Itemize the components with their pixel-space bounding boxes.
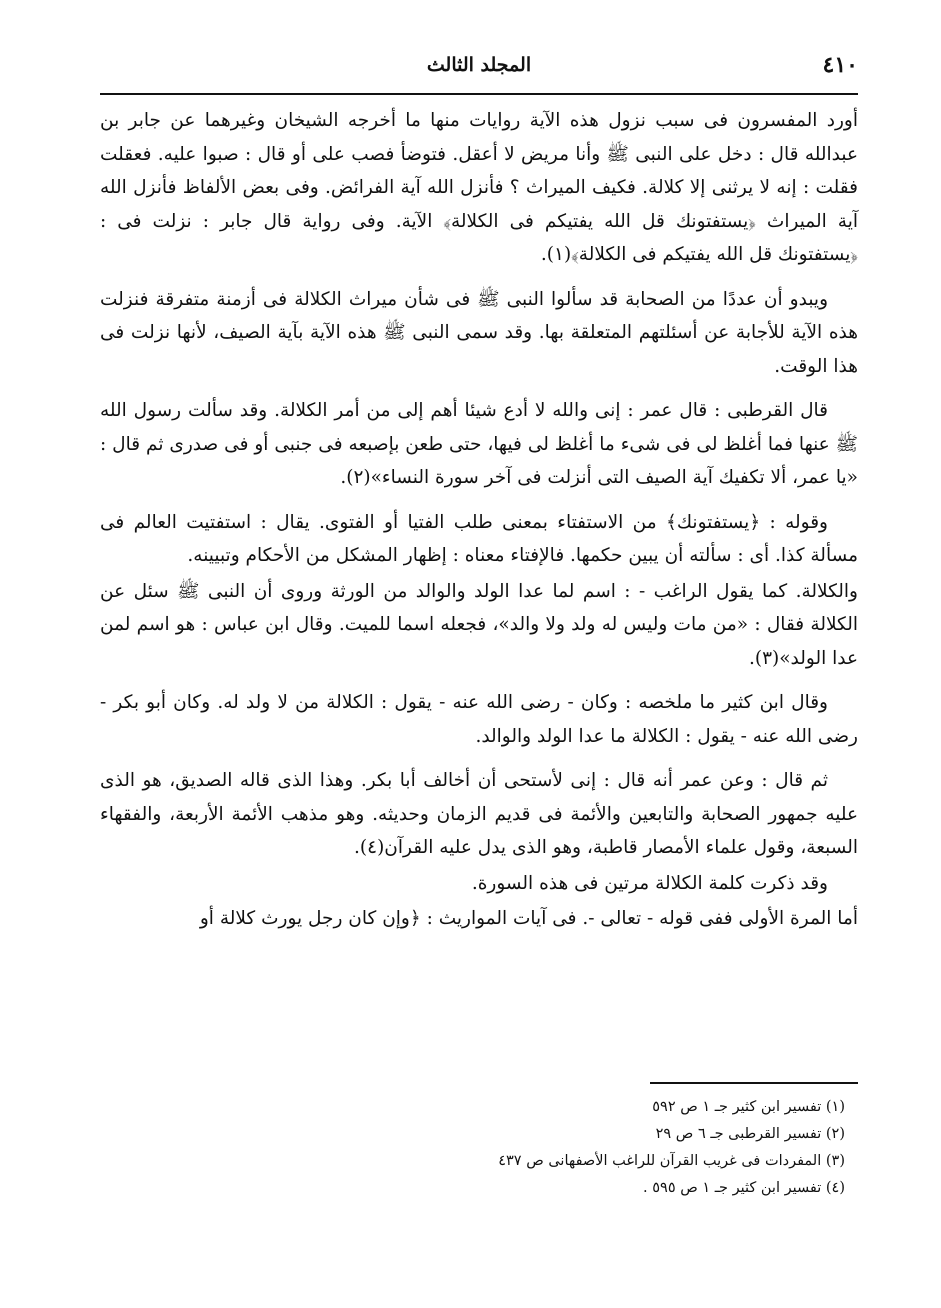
paragraph-2: ويبدو أن عددًا من الصحابة قد سألوا النبى ﷺ فى شأن ميراث الكلالة فى أزمنة متفرقة فنزلت هذه الآية للأجابة عن أسئلتهم المتعلقة بها. وقد سمى النبى ﷺ هذه الآية بآية الصيف، لأنها نزلت فى هذا الوقت. [100,288,858,377]
paragraph-7: ثم قال : وعن عمر أنه قال : إنى لأستحى أن أخالف أبا بكر. وهذا الذى قاله الصديق، هو الذى عليه جمهور الصحابة والتابعين والأئمة فى قديم الزمان وحديثه. وهو مذهب الأئمة الأربعة، والفقهاء السبعة، وقول علماء الأمصار قاطبة، وهو الذى يدل عليه القرآن(٤). [100,770,858,858]
footnote-2: (٢) تفسير القرطبى جـ ٦ ص ٢٩ [655,1126,845,1142]
paragraph-8: وقد ذكرت كلمة الكلالة مرتين فى هذه السورة. [471,872,828,894]
body-text [100,104,858,947]
paragraph-3: قال القرطبى : قال عمر : إنى والله لا أدع شيئا أهم إلى من أمر الكلالة. وقد سألت رسول الله ﷺ عنها فما أغلظ لى فى شىء ما أغلظ لى فيها، حتى طعن بإصبعه فى جنبى أو فى صدرى ثم قال : «يا عمر، ألا تكفيك آية الصيف التى أنزلت فى آخر سورة النساء»(٢). [100,400,858,488]
page-header [100,52,858,88]
running-title: المجلد الثالث [426,54,532,76]
paragraph-5: والكلالة. كما يقول الراغب - : اسم لما عدا الولد والوالد من الورثة وروى أن النبى ﷺ سئل عن الكلالة فقال : «من مات وليس له ولد ولا والد»، فجعله اسما للميت. وقال ابن عباس : هو اسم لمن عدا الولد»(٣). [100,580,858,669]
paragraph-9: أما المرة الأولى ففى قوله - تعالى -. فى آيات المواريث : ﴿وإن كان رجل يورث كلالة أو [199,908,858,929]
header-divider [100,93,858,95]
paragraph-6: وقال ابن كثير ما ملخصه : وكان - رضى الله عنه - يقول : الكلالة من لا ولد له. وكان أبو بكر - رضى الله عنه - يقول : الكلالة ما عدا الولد والوالد. [100,692,858,747]
paragraph-1: أورد المفسرون فى سبب نزول هذه الآية روايات منها ما أخرجه الشيخان وغيرهما عن جابر بن عبدالله قال : دخل على النبى ﷺ وأنا مريض لا أعقل. فتوضأ فصب على أو قال : صبوا عليه. فعقلت فقلت : إنه لا يرثنى إلا كلالة. فكيف الميراث ؟ فأنزل الله آية الفرائض. وفى بعض الألفاظ فأنزل الله آية الميراث ﴿يستفتونك قل الله يفتيكم فى الكلالة﴾ الآية. وفى رواية قال جابر : نزلت فى : ﴿يستفتونك قل الله يفتيكم فى الكلالة﴾(١). [100,110,858,265]
footnote-3: (٣) المفردات فى غريب القرآن للراغب الأصفهانى ص ٤٣٧ [498,1153,845,1169]
footnote-4: (٤) تفسير ابن كثير جـ ١ ص ٥٩٥ . [643,1180,845,1196]
footnote-divider [650,1082,858,1084]
footnote-1: (١) تفسير ابن كثير جـ ١ ص ٥٩٢ [652,1099,845,1115]
footnotes [100,1094,845,1202]
paragraph-4: وقوله : ﴿يستفتونك﴾ من الاستفتاء بمعنى طلب الفتيا أو الفتوى. يقال : استفتيت العالم فى مسألة كذا. أى : سألته أن يبين حكمها. فالإفتاء معناه : إظهار المشكل من الأحكام وتبيينه. [100,511,858,566]
page-number: ٤١٠ [822,52,858,78]
